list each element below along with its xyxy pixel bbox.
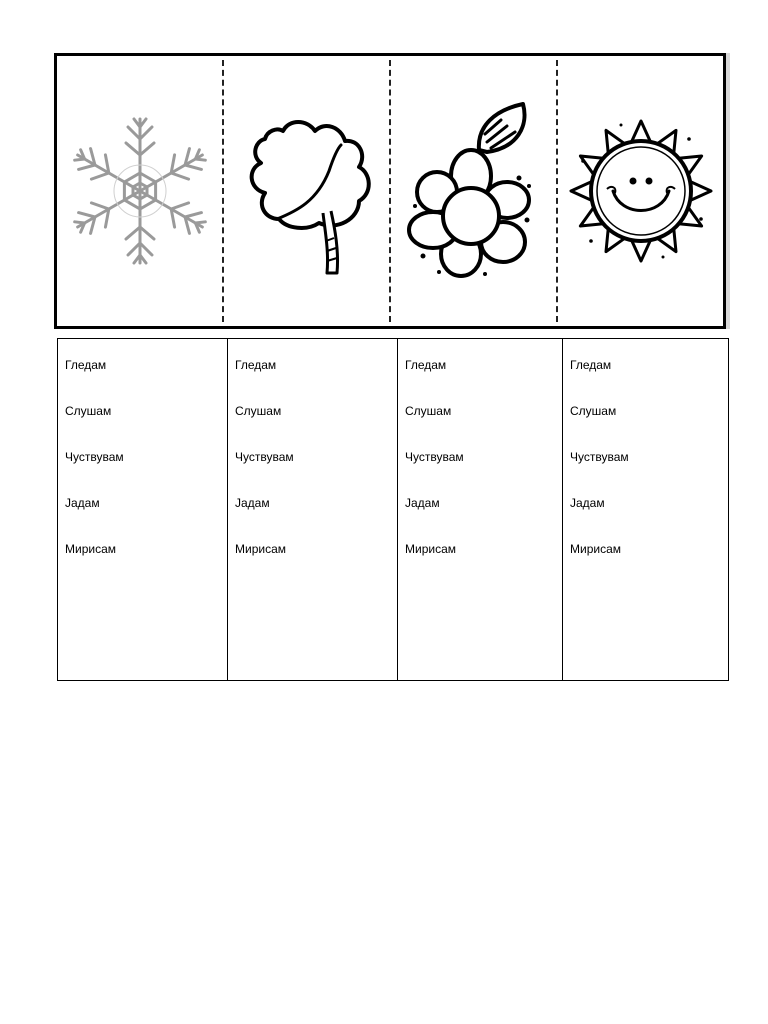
sense-word: Гледам [405,358,447,372]
picture-strip [54,53,726,329]
senses-column-4 [563,339,729,681]
sense-word: Јадам [570,496,605,510]
table-row [58,339,729,681]
sense-word: Слушам [235,404,282,418]
sense-word: Гледам [570,358,612,372]
sense-word: Мирисам [570,542,621,556]
sense-word: Јадам [405,496,440,510]
sense-word: Гледам [65,358,107,372]
sense-word: Чуствувам [65,450,124,464]
flower-icon [399,96,549,286]
sense-word: Слушам [405,404,452,418]
sense-word: Чуствувам [405,450,464,464]
panel-winter [57,60,222,322]
sense-word: Чуствувам [235,450,294,464]
senses-column-3 [398,339,563,681]
senses-column-1 [58,339,228,681]
sense-word: Јадам [65,496,100,510]
sun-icon [566,116,716,266]
senses-table [57,338,729,681]
sense-word: Слушам [570,404,617,418]
leaf-icon [237,101,377,281]
sense-word: Чуствувам [570,450,629,464]
panel-autumn [222,60,389,322]
sense-word: Мирисам [405,542,456,556]
sense-word: Мирисам [65,542,116,556]
sense-word: Мирисам [235,542,286,556]
sense-word: Гледам [235,358,277,372]
sense-word: Слушам [65,404,112,418]
senses-column-2 [228,339,398,681]
panel-summer [556,60,723,322]
panel-spring [389,60,556,322]
sense-word: Јадам [235,496,270,510]
snowflake-icon [65,106,215,276]
